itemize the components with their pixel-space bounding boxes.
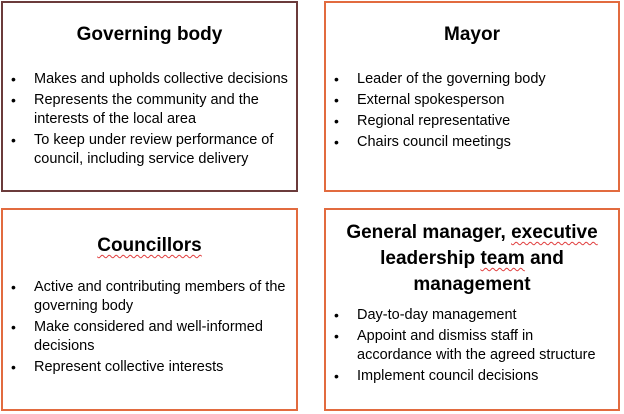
bullet-icon: •: [11, 319, 16, 335]
governing-body-title: Governing body: [76, 24, 223, 45]
councillors-box: [1, 208, 298, 411]
bullet-icon: •: [334, 307, 339, 323]
list-item: • Leader of the governing body: [334, 71, 546, 87]
general-manager-box: [324, 208, 620, 411]
bullet-icon: •: [334, 92, 339, 108]
list-item: • To keep under review performance of council, including service delivery: [11, 132, 274, 167]
governing-body-list: [3, 70, 296, 171]
bullet-icon: •: [11, 279, 16, 295]
councillors-title: Councillors: [97, 235, 202, 256]
general-manager-list: [326, 306, 618, 388]
mayor-box: [324, 1, 620, 192]
bullet-icon: •: [334, 71, 339, 87]
councillors-list: [3, 278, 296, 379]
bullet-icon: •: [334, 113, 339, 129]
list-item: • Appoint and dismiss staff in accordance with the agreed structure: [334, 328, 596, 363]
bullet-icon: •: [334, 328, 339, 344]
list-item: • Represent collective interests: [11, 359, 224, 375]
list-item: • Implement council decisions: [334, 368, 539, 384]
governing-body-box: [1, 1, 298, 192]
bullet-icon: •: [11, 71, 16, 87]
mayor-list: [326, 70, 618, 154]
list-item: • Day-to-day management: [334, 307, 517, 323]
list-item: • Chairs council meetings: [334, 134, 511, 150]
general-manager-title: General manager, executive leadership team and management: [346, 222, 598, 295]
list-item: • External spokesperson: [334, 92, 505, 108]
bullet-icon: •: [11, 132, 16, 148]
mayor-title: Mayor: [444, 24, 500, 45]
list-item: • Makes and upholds collective decisions: [11, 71, 288, 87]
bullet-icon: •: [11, 359, 16, 375]
list-item: • Regional representative: [334, 113, 511, 129]
bullet-icon: •: [334, 134, 339, 150]
bullet-icon: •: [334, 368, 339, 384]
bullet-icon: •: [11, 92, 16, 108]
list-item: • Represents the community and the interests of the local area: [11, 92, 259, 127]
list-item: • Active and contributing members of the governing body: [11, 279, 286, 314]
list-item: • Make considered and well-informed decisions: [11, 319, 263, 354]
